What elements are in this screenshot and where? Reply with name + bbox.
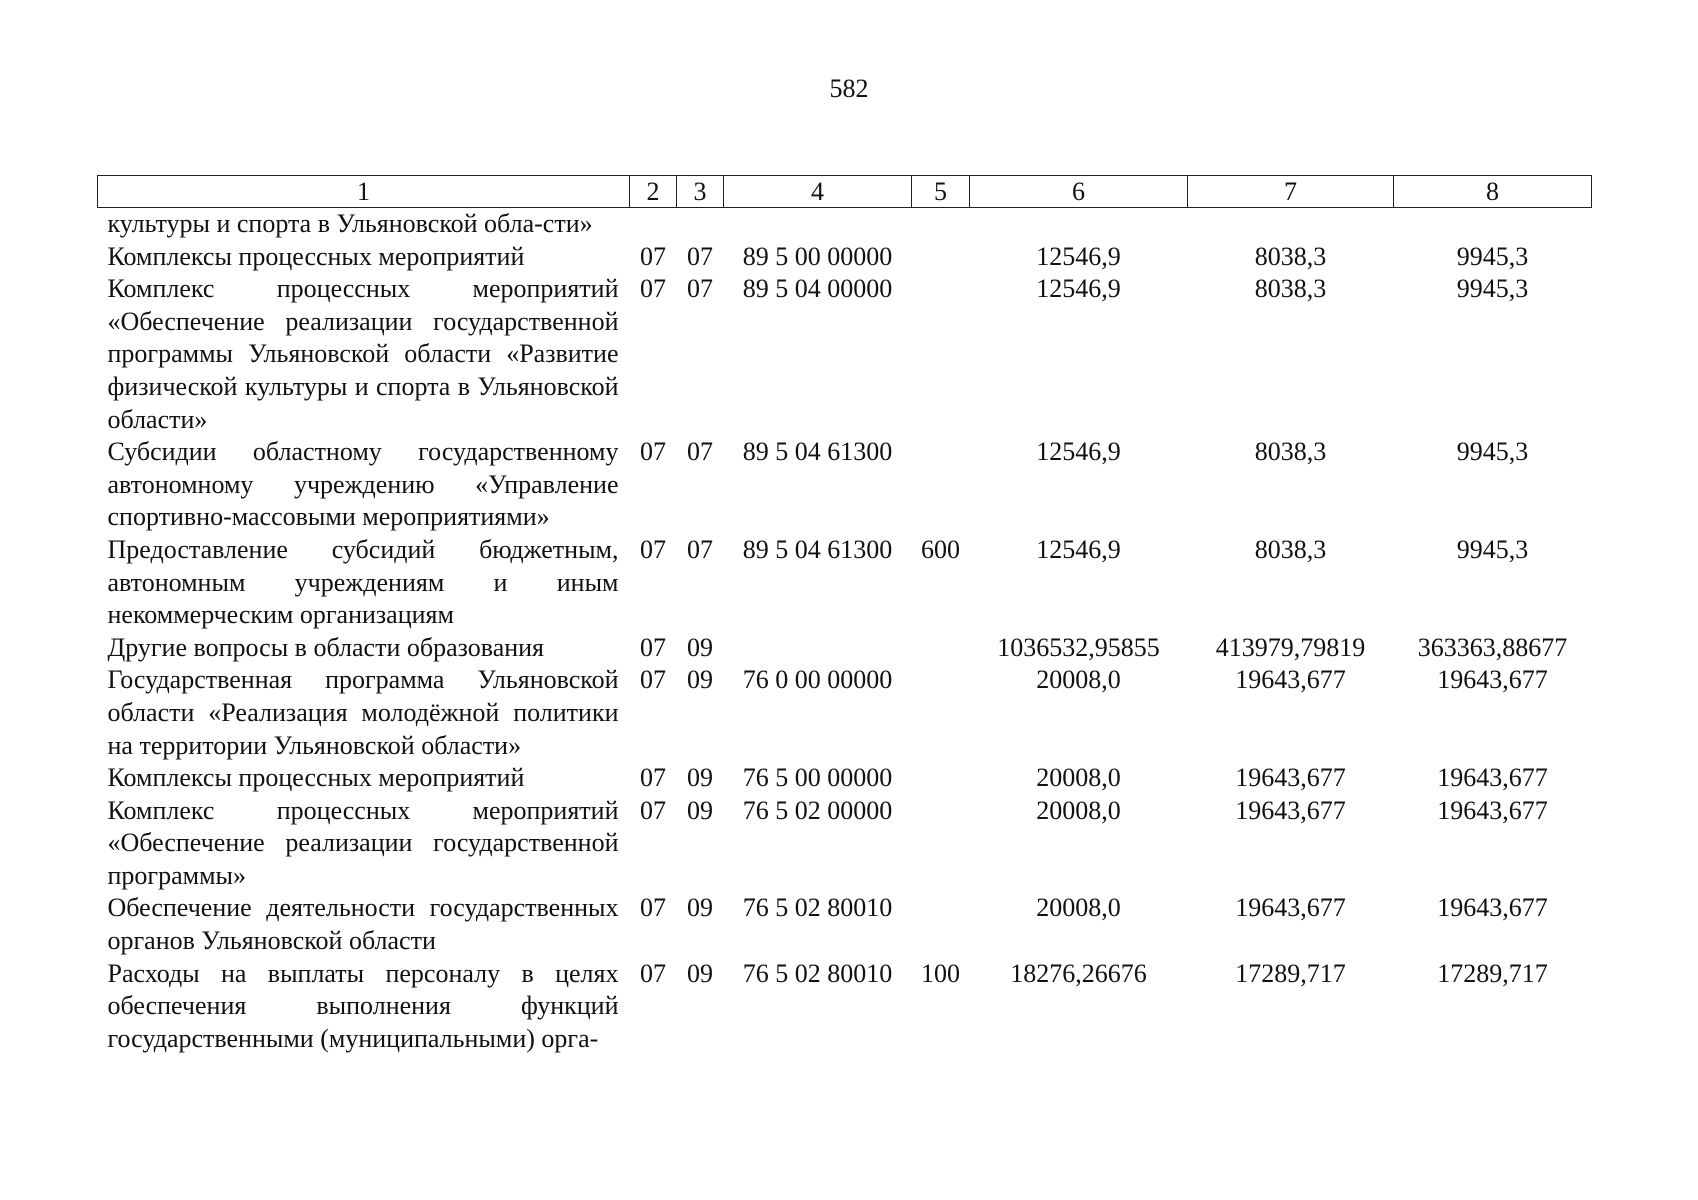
- row-target-item-code: [724, 632, 912, 665]
- table-row: [98, 795, 1592, 893]
- row-section-code: 07: [640, 763, 666, 793]
- header-col-2: 2: [630, 176, 677, 208]
- row-expense-type-code: 600: [921, 534, 960, 564]
- row-amount-col-7: 8038,3: [1254, 274, 1327, 304]
- row-target-item-code: 76 5 02 80010: [742, 958, 893, 988]
- row-expense-type-code: 100: [921, 958, 960, 988]
- row-amount-col-8: 9945,3: [1456, 274, 1529, 304]
- row-amount-col-7: [1188, 208, 1394, 241]
- row-section-code: 07: [640, 795, 666, 825]
- table-row: [98, 208, 1592, 241]
- table-row: [98, 958, 1592, 1056]
- row-amount-col-6: 18276,26676: [1010, 958, 1147, 988]
- row-subsection-code: 07: [687, 534, 713, 564]
- row-amount-col-6: 12546,9: [1036, 534, 1121, 564]
- header-col-6: 6: [970, 176, 1188, 208]
- row-name-cell: Расходы на выплаты персоналу в целях обеспечения выполнения функций государственными (муниципальными) орга-: [107, 958, 619, 1053]
- header-col-5: 5: [912, 176, 970, 208]
- row-amount-col-8: 19643,677: [1437, 665, 1548, 695]
- header-col-1: 1: [98, 176, 630, 208]
- row-section-code: 07: [640, 893, 666, 923]
- row-amount-col-7: 413979,79819: [1215, 632, 1366, 662]
- row-expense-type-code: [912, 762, 970, 795]
- row-name-cell: Предоставление субсидий бюджетным, автономным учреждениям и иным некоммерческим организациям: [107, 534, 619, 630]
- table-row: [98, 632, 1592, 665]
- row-subsection-code: 07: [687, 241, 713, 271]
- row-subsection-code: 09: [687, 893, 713, 923]
- row-amount-col-7: 19643,677: [1235, 763, 1346, 793]
- row-section-code: 07: [640, 958, 666, 988]
- row-amount-col-7: 8038,3: [1254, 241, 1327, 271]
- table-row: [98, 534, 1592, 632]
- row-amount-col-7: 19643,677: [1235, 893, 1346, 923]
- row-target-item-code: [724, 208, 912, 241]
- row-amount-col-8: 363363,88677: [1417, 632, 1568, 662]
- row-amount-col-7: 17289,717: [1235, 958, 1346, 988]
- row-amount-col-8: 19643,677: [1437, 893, 1548, 923]
- table-header-row: [98, 176, 1592, 208]
- header-col-4: 4: [724, 176, 912, 208]
- row-expense-type-code: [912, 892, 970, 957]
- row-amount-col-8: 9945,3: [1456, 437, 1529, 467]
- row-name-cell: Комплексы процессных мероприятий: [107, 241, 525, 271]
- row-amount-col-8: 19643,677: [1437, 795, 1548, 825]
- row-amount-col-7: 8038,3: [1254, 437, 1327, 467]
- row-expense-type-code: [912, 241, 970, 274]
- row-subsection-code: 07: [687, 274, 713, 304]
- row-amount-col-6: 20008,0: [1036, 893, 1121, 923]
- row-target-item-code: 89 5 04 61300: [742, 437, 893, 467]
- row-name-cell: Другие вопросы в области образования: [107, 632, 545, 662]
- row-section-code: 07: [640, 632, 666, 662]
- row-expense-type-code: [912, 436, 970, 534]
- row-section-code: 07: [640, 534, 666, 564]
- row-section-code: 07: [640, 274, 666, 304]
- row-subsection-code: 09: [687, 958, 713, 988]
- row-name-cell: Субсидии областному государственному автономному учреждению «Управление спортивно-массовыми мероприятиями»: [107, 437, 619, 532]
- table-row: [98, 273, 1592, 436]
- row-name-cell: Комплекс процессных мероприятий «Обеспечение реализации государственной программы Ульяновской области «Развитие физической культуры и спорта в Ульяновской области»: [107, 274, 619, 434]
- table-row: [98, 664, 1592, 762]
- row-subsection-code: 09: [687, 763, 713, 793]
- row-amount-col-7: 19643,677: [1235, 795, 1346, 825]
- row-amount-col-8: 9945,3: [1456, 534, 1529, 564]
- row-section-code: 07: [640, 241, 666, 271]
- row-target-item-code: 89 5 04 00000: [742, 274, 893, 304]
- row-amount-col-6: 12546,9: [1036, 241, 1121, 271]
- row-target-item-code: 89 5 00 00000: [742, 241, 893, 271]
- header-col-8: 8: [1394, 176, 1592, 208]
- row-name-cell: Обеспечение деятельности государственных органов Ульяновской области: [107, 893, 619, 956]
- row-expense-type-code: [912, 208, 970, 241]
- row-target-item-code: 76 5 02 80010: [742, 893, 893, 923]
- row-amount-col-7: 19643,677: [1235, 665, 1346, 695]
- row-name-cell: Комплексы процессных мероприятий: [107, 763, 525, 793]
- row-amount-col-8: 19643,677: [1437, 763, 1548, 793]
- row-amount-col-8: 9945,3: [1456, 241, 1529, 271]
- row-subsection-code: [677, 208, 724, 241]
- row-amount-col-6: 20008,0: [1036, 795, 1121, 825]
- header-col-3: 3: [677, 176, 724, 208]
- row-amount-col-6: [970, 208, 1188, 241]
- row-subsection-code: 09: [687, 632, 713, 662]
- table-row: [98, 762, 1592, 795]
- row-amount-col-6: 1036532,95855: [997, 632, 1160, 662]
- row-expense-type-code: [912, 273, 970, 436]
- row-expense-type-code: [912, 795, 970, 893]
- row-section-code: 07: [640, 665, 666, 695]
- row-subsection-code: 07: [687, 437, 713, 467]
- row-amount-col-8: [1394, 208, 1592, 241]
- row-section-code: 07: [640, 437, 666, 467]
- row-subsection-code: 09: [687, 665, 713, 695]
- row-target-item-code: 76 5 00 00000: [742, 763, 893, 793]
- row-amount-col-6: 12546,9: [1036, 274, 1121, 304]
- row-amount-col-6: 20008,0: [1036, 763, 1121, 793]
- table-body: [98, 208, 1592, 1056]
- header-col-7: 7: [1188, 176, 1394, 208]
- row-target-item-code: 76 0 00 00000: [742, 665, 893, 695]
- table-row: [98, 436, 1592, 534]
- row-amount-col-8: 17289,717: [1437, 958, 1548, 988]
- page-number: 582: [829, 74, 869, 103]
- row-expense-type-code: [912, 664, 970, 762]
- table-row: [98, 241, 1592, 274]
- row-name-cell: Государственная программа Ульяновской области «Реализация молодёжной политики на территории Ульяновской области»: [107, 665, 619, 760]
- row-name-cell: Комплекс процессных мероприятий «Обеспечение реализации государственной программы»: [107, 795, 619, 890]
- budget-table: [97, 175, 1592, 1055]
- row-subsection-code: 09: [687, 795, 713, 825]
- row-expense-type-code: [912, 632, 970, 665]
- row-target-item-code: 76 5 02 00000: [742, 795, 893, 825]
- row-amount-col-6: 20008,0: [1036, 665, 1121, 695]
- row-target-item-code: 89 5 04 61300: [742, 534, 893, 564]
- row-amount-col-7: 8038,3: [1254, 534, 1327, 564]
- table-row: [98, 892, 1592, 957]
- row-amount-col-6: 12546,9: [1036, 437, 1121, 467]
- row-section-code: [630, 208, 677, 241]
- row-name-cell: культуры и спорта в Ульяновской обла-сти»: [107, 209, 593, 238]
